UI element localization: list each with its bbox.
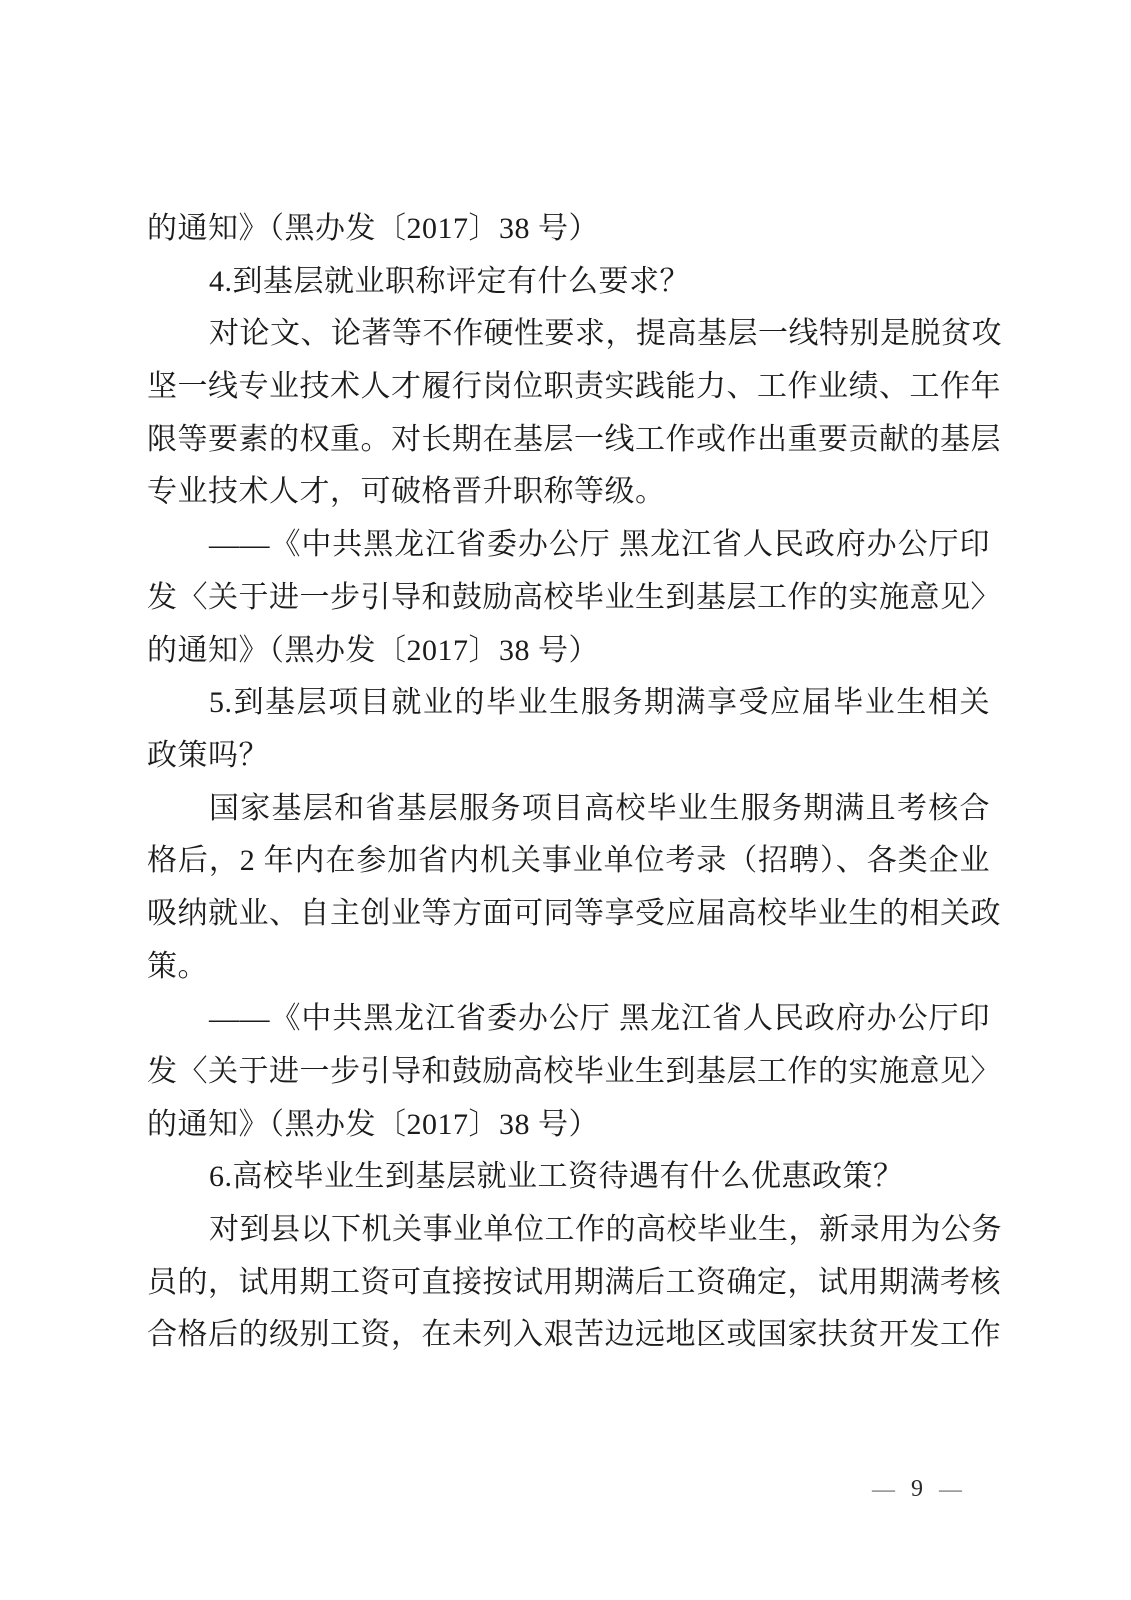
text-line: 限等要素的权重。对长期在基层一线工作或作出重要贡献的基层 (147, 422, 1001, 456)
text-line: 吸纳就业、自主创业等方面可同等享受应届高校毕业生的相关政 (147, 896, 1001, 930)
text-line: 合格后的级别工资，在未列入艰苦边远地区或国家扶贫开发工作 (147, 1318, 1001, 1352)
page-number-value: 9 (911, 1476, 923, 1502)
text-line: 4.到基层就业职称评定有什么要求？ (209, 264, 690, 298)
text-line: 发〈关于进一步引导和鼓励高校毕业生到基层工作的实施意见〉 (147, 1055, 1001, 1088)
text-line: ——《中共黑龙江省委办公厅 黑龙江省人民政府办公厅印 (209, 1002, 990, 1036)
text-line: 的通知》（黑办发〔2017〕38 号） (147, 1107, 599, 1141)
document-body (147, 203, 1002, 1362)
page-number (872, 1476, 962, 1503)
text-line: 6.高校毕业生到基层就业工资待遇有什么优惠政策？ (209, 1160, 904, 1194)
text-line: 格后，2 年内在参加省内机关事业单位考录（招聘）、各类企业 (147, 844, 990, 878)
text-line: 坚一线专业技术人才履行岗位职责实践能力、工作业绩、工作年 (147, 370, 1001, 404)
text-line: 员的，试用期工资可直接按试用期满后工资确定，试用期满考核 (147, 1265, 1001, 1299)
text-line: 对到县以下机关事业单位工作的高校毕业生，新录用为公务 (209, 1213, 1002, 1247)
text-line: 专业技术人才，可破格晋升职称等级。 (147, 475, 666, 509)
text-line: 对论文、论著等不作硬性要求，提高基层一线特别是脱贫攻 (209, 317, 1002, 351)
text-line: 的通知》（黑办发〔2017〕38 号） (147, 212, 599, 245)
text-line: ——《中共黑龙江省委办公厅 黑龙江省人民政府办公厅印 (209, 528, 990, 562)
text-line: 策。 (147, 949, 208, 983)
text-line: 政策吗？ (147, 738, 269, 772)
page-number-dash-right: — (939, 1479, 962, 1500)
text-line: 发〈关于进一步引导和鼓励高校毕业生到基层工作的实施意见〉 (147, 580, 1001, 614)
text-line: 的通知》（黑办发〔2017〕38 号） (147, 633, 599, 667)
page-number-dash-left: — (872, 1479, 895, 1500)
text-line: 5.到基层项目就业的毕业生服务期满享受应届毕业生相关 (209, 686, 990, 720)
text-line: 国家基层和省基层服务项目高校毕业生服务期满且考核合 (209, 791, 990, 825)
